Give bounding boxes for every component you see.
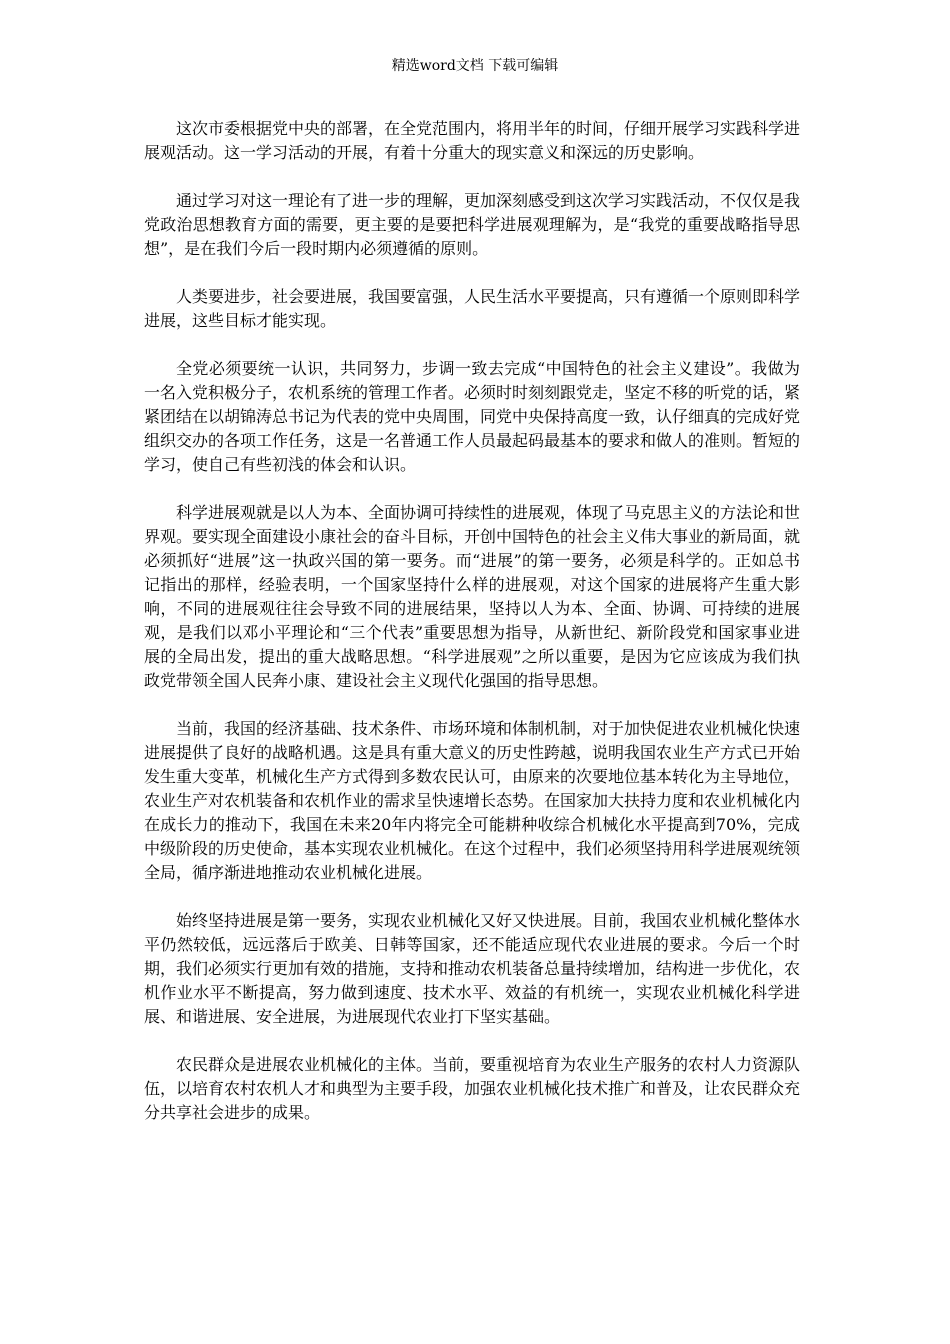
paragraph: 全党必须要统一认识，共同努力，步调一致去完成“中国特色的社会主义建设”。我做为一名入党积极分子，农机系统的管理工作者。必须时时刻刻跟党走，坚定不移的听党的话，紧紧团结在以胡锦涛总书记为代表的党中央周围，同党中央保持高度一致，认仔细真的完成好党组织交办的各项工作任务，这是一名普通工作人员最起码最基本的要求和做人的准则。暂短的学习，使自己有些初浅的体会和认识。 xyxy=(144,359,801,474)
document-body xyxy=(144,117,800,1149)
paragraph: 科学进展观就是以人为本、全面协调可持续性的进展观，体现了马克思主义的方法论和世界观。要实现全面建设小康社会的奋斗目标，开创中国特色的社会主义伟大事业的新局面，就必须抓好“进展”这一执政兴国的第一要务。而“进展”的第一要务，必须是科学的。正如总书记指出的那样，经验表明，一个国家坚持什么样的进展观，对这个国家的进展将产生重大影响，不同的进展观往往会导致不同的进展结果，坚持以人为本、全面、协调、可持续的进展观，是我们以邓小平理论和“三个代表”重要思想为指导，从新世纪、新阶段党和国家事业进展的全局出发，提出的重大战略思想。“科学进展观”之所以重要，是因为它应该成为我们执政党带领全国人民奔小康、建设社会主义现代化强国的指导思想。 xyxy=(144,503,801,690)
paragraph: 通过学习对这一理论有了进一步的理解，更加深刻感受到这次学习实践活动，不仅仅是我党政治思想教育方面的需要，更主要的是要把科学进展观理解为，是“我党的重要战略指导思想”，是在我们今后一段时期内必须遵循的原则。 xyxy=(144,191,801,258)
page-header: 精选word文档 下载可编辑 xyxy=(391,58,559,74)
paragraph: 当前，我国的经济基础、技术条件、市场环境和体制机制，对于加快促进农业机械化快速进展提供了良好的战略机遇。这是具有重大意义的历史性跨越，说明我国农业生产方式已开始发生重大变革，机械化生产方式得到多数农民认可，由原来的次要地位基本转化为主导地位，农业生产对农机装备和农机作业的需求呈快速增长态势。在国家加大扶持力度和农业机械化内在成长力的推动下，我国在未来20年内将完全可能耕种收综合机械化水平提高到70%，完成中级阶段的历史使命，基本实现农业机械化。在这个过程中，我们必须坚持用科学进展观统领全局，循序渐进地推动农业机械化进展。 xyxy=(144,719,801,882)
paragraph: 始终坚持进展是第一要务，实现农业机械化又好又快进展。目前，我国农业机械化整体水平仍然较低，远远落后于欧美、日韩等国家，还不能适应现代农业进展的要求。今后一个时期，我们必须实行更加有效的措施，支持和推动农机装备总量持续增加，结构进一步优化，农机作业水平不断提高，努力做到速度、技术水平、效益的有机统一，实现农业机械化科学进展、和谐进展、安全进展，为进展现代农业打下坚实基础。 xyxy=(144,911,801,1026)
paragraph: 人类要进步，社会要进展，我国要富强，人民生活水平要提高，只有遵循一个原则即科学进展，这些目标才能实现。 xyxy=(144,287,801,330)
paragraph: 农民群众是进展农业机械化的主体。当前，要重视培育为农业生产服务的农村人力资源队伍，以培育农村农机人才和典型为主要手段，加强农业机械化技术推广和普及，让农民群众充分共享社会进步的成果。 xyxy=(144,1055,801,1122)
paragraph: 这次市委根据党中央的部署，在全党范围内，将用半年的时间，仔细开展学习实践科学进展观活动。这一学习活动的开展，有着十分重大的现实意义和深远的历史影响。 xyxy=(144,119,801,162)
